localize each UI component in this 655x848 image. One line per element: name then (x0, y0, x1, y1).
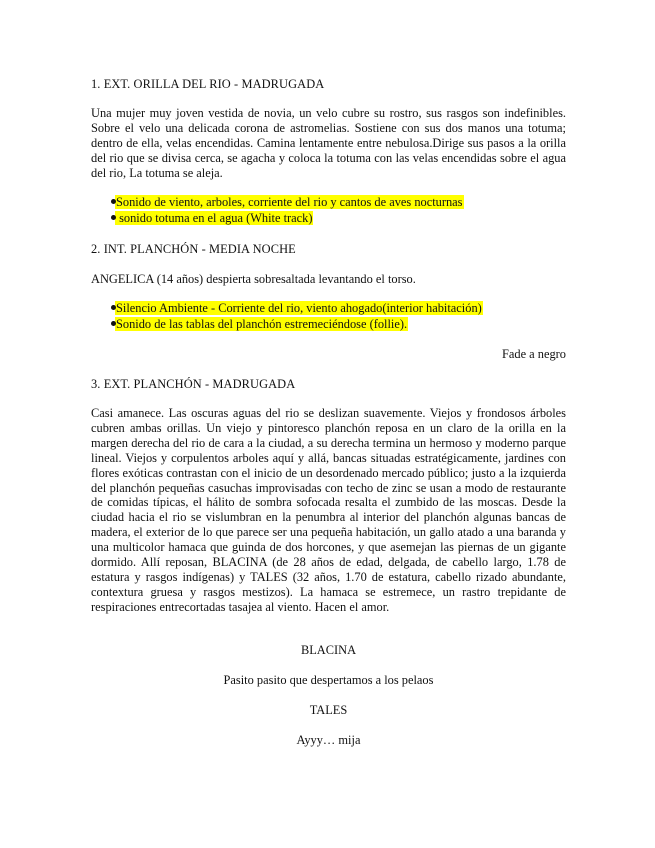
dialogue-line-blacina: Pasito pasito que despertamos a los pelaos (223, 673, 434, 687)
sound-note (91, 300, 571, 316)
sound-note-text: sonido totuma en el agua (White track) (116, 211, 313, 225)
scene-1-description: Una mujer muy joven vestida de novia, un velo cubre su rostro, sus rasgos son indefinibles. Sobre el velo una delicada corona de astromelias. Sostiene con sus dos manos una totuma; dentro de ella, velas encendidas. Camina lentamente entre nebulosa.Dirige sus pasos a la orilla del rio que se divisa cerca, se agacha y coloca la totuma con las velas encendidas sobre el agua del rio, La totuma se aleja. (91, 106, 566, 180)
sound-note (91, 210, 571, 226)
dialogue-line-tales: Ayyy… mija (296, 733, 361, 747)
dialogue-character-tales: TALES (309, 703, 348, 717)
sound-note (91, 316, 571, 332)
scene-2-heading: 2. INT. PLANCHÓN - MEDIA NOCHE (91, 242, 296, 256)
sound-note-text: Silencio Ambiente - Corriente del rio, viento ahogado(interior habitación) (116, 301, 482, 315)
scene-3-description: Casi amanece. Las oscuras aguas del rio se deslizan suavemente. Viejos y frondosos árboles cubren ambas orillas. Un viejo y pintoresco planchón reposa en un claro de la orilla en la margen derecha del rio de cara a la ciudad, a su derecha termina un hermoso y moderno parque lineal. Viejos y corpulentos arboles aquí y allá, bancas situadas estratégicamente, jardines con flores exóticas contrastan con el inicio de un desordenado mercado público; justo a la izquierda del planchón pequeñas casuchas improvisadas con techo de zinc se usan a modo de restaurante de comidas típicas, el hálito de sombra sofocada resalta el zumbido de las moscas. Desde la ciudad hacia el rio se vislumbran en la penumbra al interior del planchón algunas bancas de madera, el exterior de lo que parece ser una pequeña habitación, un gallo atado a una baranda y una multicolor hamaca que guinda de dos horcones, y que asemejan las piernas de un gigante dormido. Allí reposan, BLACINA (de 28 años de edad, delgada, de cabello largo, 1.78 de estatura y rasgos indígenas) y TALES (32 años, 1.70 de estatura, cabello rizado abundante, contextura gruesa y rasgos mestizos). La hamaca se estremece, un rastro trepidante de respiraciones entrecortadas tasajea al viento. Hacen el amor. (91, 406, 566, 614)
scene-2-sound-notes (91, 300, 571, 332)
scene-3-heading: 3. EXT. PLANCHÓN - MADRUGADA (91, 377, 296, 391)
scene-2-description: ANGELICA (14 años) despierta sobresaltada levantando el torso. (91, 272, 416, 286)
scene-1-heading: 1. EXT. ORILLA DEL RIO - MADRUGADA (91, 77, 325, 91)
sound-note (91, 194, 571, 210)
dialogue-character-blacina: BLACINA (300, 643, 357, 657)
sound-note-text: Sonido de viento, arboles, corriente del rio y cantos de aves nocturnas (116, 195, 463, 209)
transition-fade: Fade a negro (502, 347, 566, 361)
sound-note-text: Sonido de las tablas del planchón estremeciéndose (follie). (116, 317, 408, 331)
scene-1-sound-notes (91, 194, 571, 226)
